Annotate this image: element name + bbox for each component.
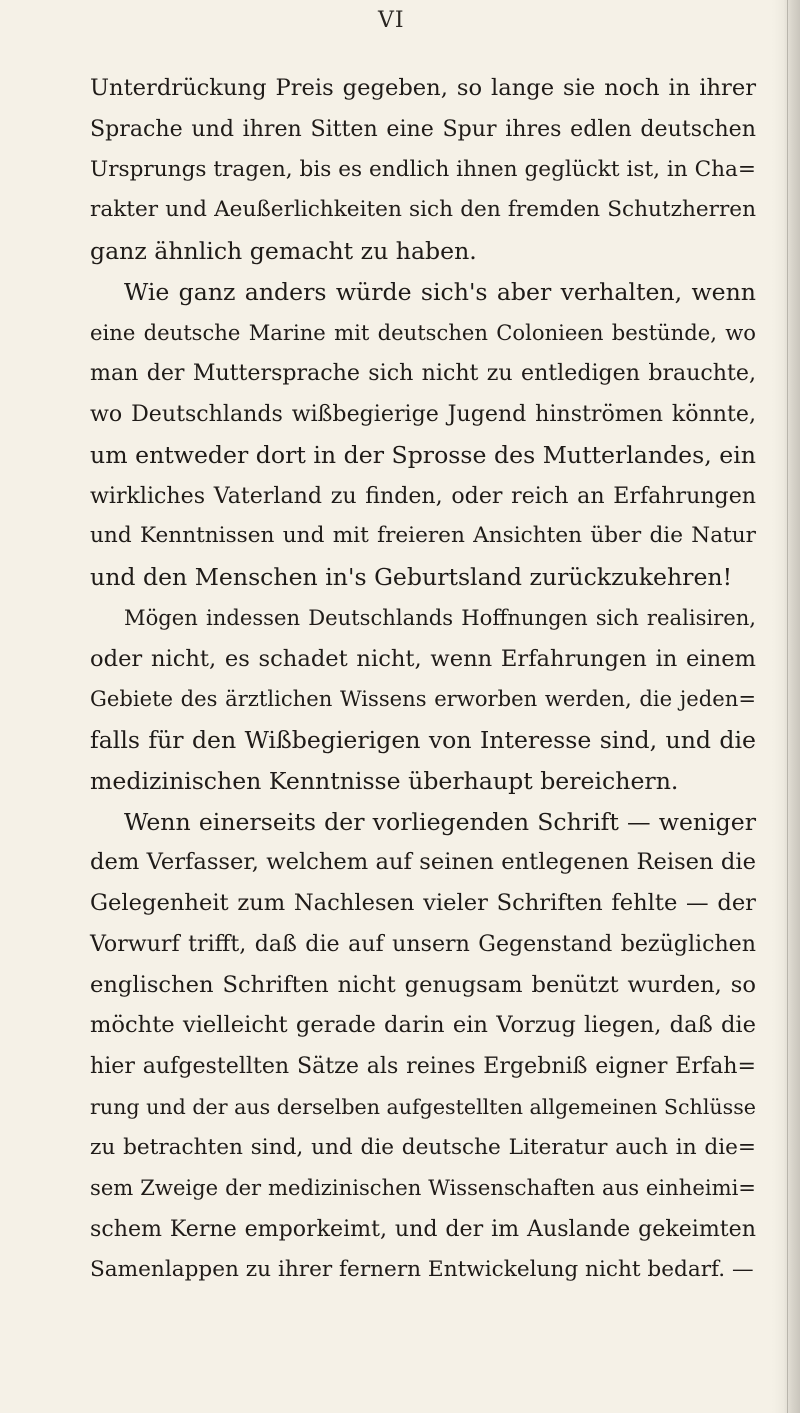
text-line: dem Verfasser, welchem auf seinen entlegenen Reisen die	[90, 849, 756, 876]
text-line: Sprache und ihren Sitten eine Spur ihres edlen deutschen	[90, 115, 756, 142]
text-line: wirkliches Vaterland zu finden, oder reich an Erfahrungen	[90, 482, 756, 509]
text-line: falls für den Wißbegierigen von Interesse sind, und die	[90, 726, 756, 754]
text-line: Vorwurf trifft, daß die auf unsern Gegenstand bezüglichen	[90, 930, 756, 957]
text-line: Mögen indessen Deutschlands Hoffnungen sich realisiren,	[124, 604, 756, 630]
text-line: oder nicht, es schadet nicht, wenn Erfahrungen in einem	[90, 645, 756, 672]
text-line: Samenlappen zu ihrer fernern Entwickelung nicht bedarf. —	[90, 1256, 754, 1282]
text-line: eine deutsche Marine mit deutschen Colonieen bestünde, wo	[90, 319, 756, 345]
text-line: sem Zweige der medizinischen Wissenschaften aus einheimi=	[90, 1175, 756, 1201]
text-line: wo Deutschlands wißbegierige Jugend hinströmen könnte,	[90, 401, 756, 427]
body-text	[90, 68, 756, 1291]
text-line: möchte vielleicht gerade darin ein Vorzug liegen, daß die	[90, 1012, 756, 1039]
text-line: medizinischen Kenntnisse überhaupt bereichern.	[90, 766, 679, 795]
text-line: man der Muttersprache sich nicht zu entledigen brauchte,	[90, 360, 756, 387]
page-edge-shadow	[772, 0, 800, 1413]
text-line: Gelegenheit zum Nachlesen vieler Schriften fehlte — der	[90, 890, 756, 916]
text-line: englischen Schriften nicht genugsam benützt wurden, so	[90, 971, 756, 998]
page-edge-line	[787, 0, 788, 1413]
text-line: Wenn einerseits der vorliegenden Schrift — weniger	[124, 807, 756, 836]
text-line: rung und der aus derselben aufgestellten allgemeinen Schlüsse	[90, 1094, 756, 1119]
text-line: Ursprungs tragen, bis es endlich ihnen geglückt ist, in Cha=	[90, 156, 756, 182]
text-line: um entweder dort in der Sprosse des Mutterlandes, ein	[90, 440, 756, 469]
text-line: ganz ähnlich gemacht zu haben.	[90, 237, 477, 265]
text-line: zu betrachten sind, und die deutsche Literatur auch in die=	[90, 1134, 756, 1160]
text-line: hier aufgestellten Sätze als reines Ergebniß eigner Erfah=	[90, 1053, 756, 1079]
page-number: VI	[378, 8, 405, 33]
text-line: Unterdrückung Preis gegeben, so lange sie noch in ihrer	[90, 75, 756, 101]
text-line: Wie ganz anders würde sich's aber verhalten, wenn	[124, 277, 756, 306]
text-line: Gebiete des ärztlichen Wissens erworben werden, die jeden=	[90, 686, 756, 712]
text-line: rakter und Aeußerlichkeiten sich den fremden Schutzherren	[90, 197, 756, 223]
text-line: und den Menschen in's Geburtsland zurückzukehren!	[90, 563, 733, 591]
text-line: schem Kerne emporkeimt, und der im Auslande gekeimten	[90, 1216, 756, 1242]
text-line: und Kenntnissen und mit freieren Ansichten über die Natur	[90, 523, 756, 549]
